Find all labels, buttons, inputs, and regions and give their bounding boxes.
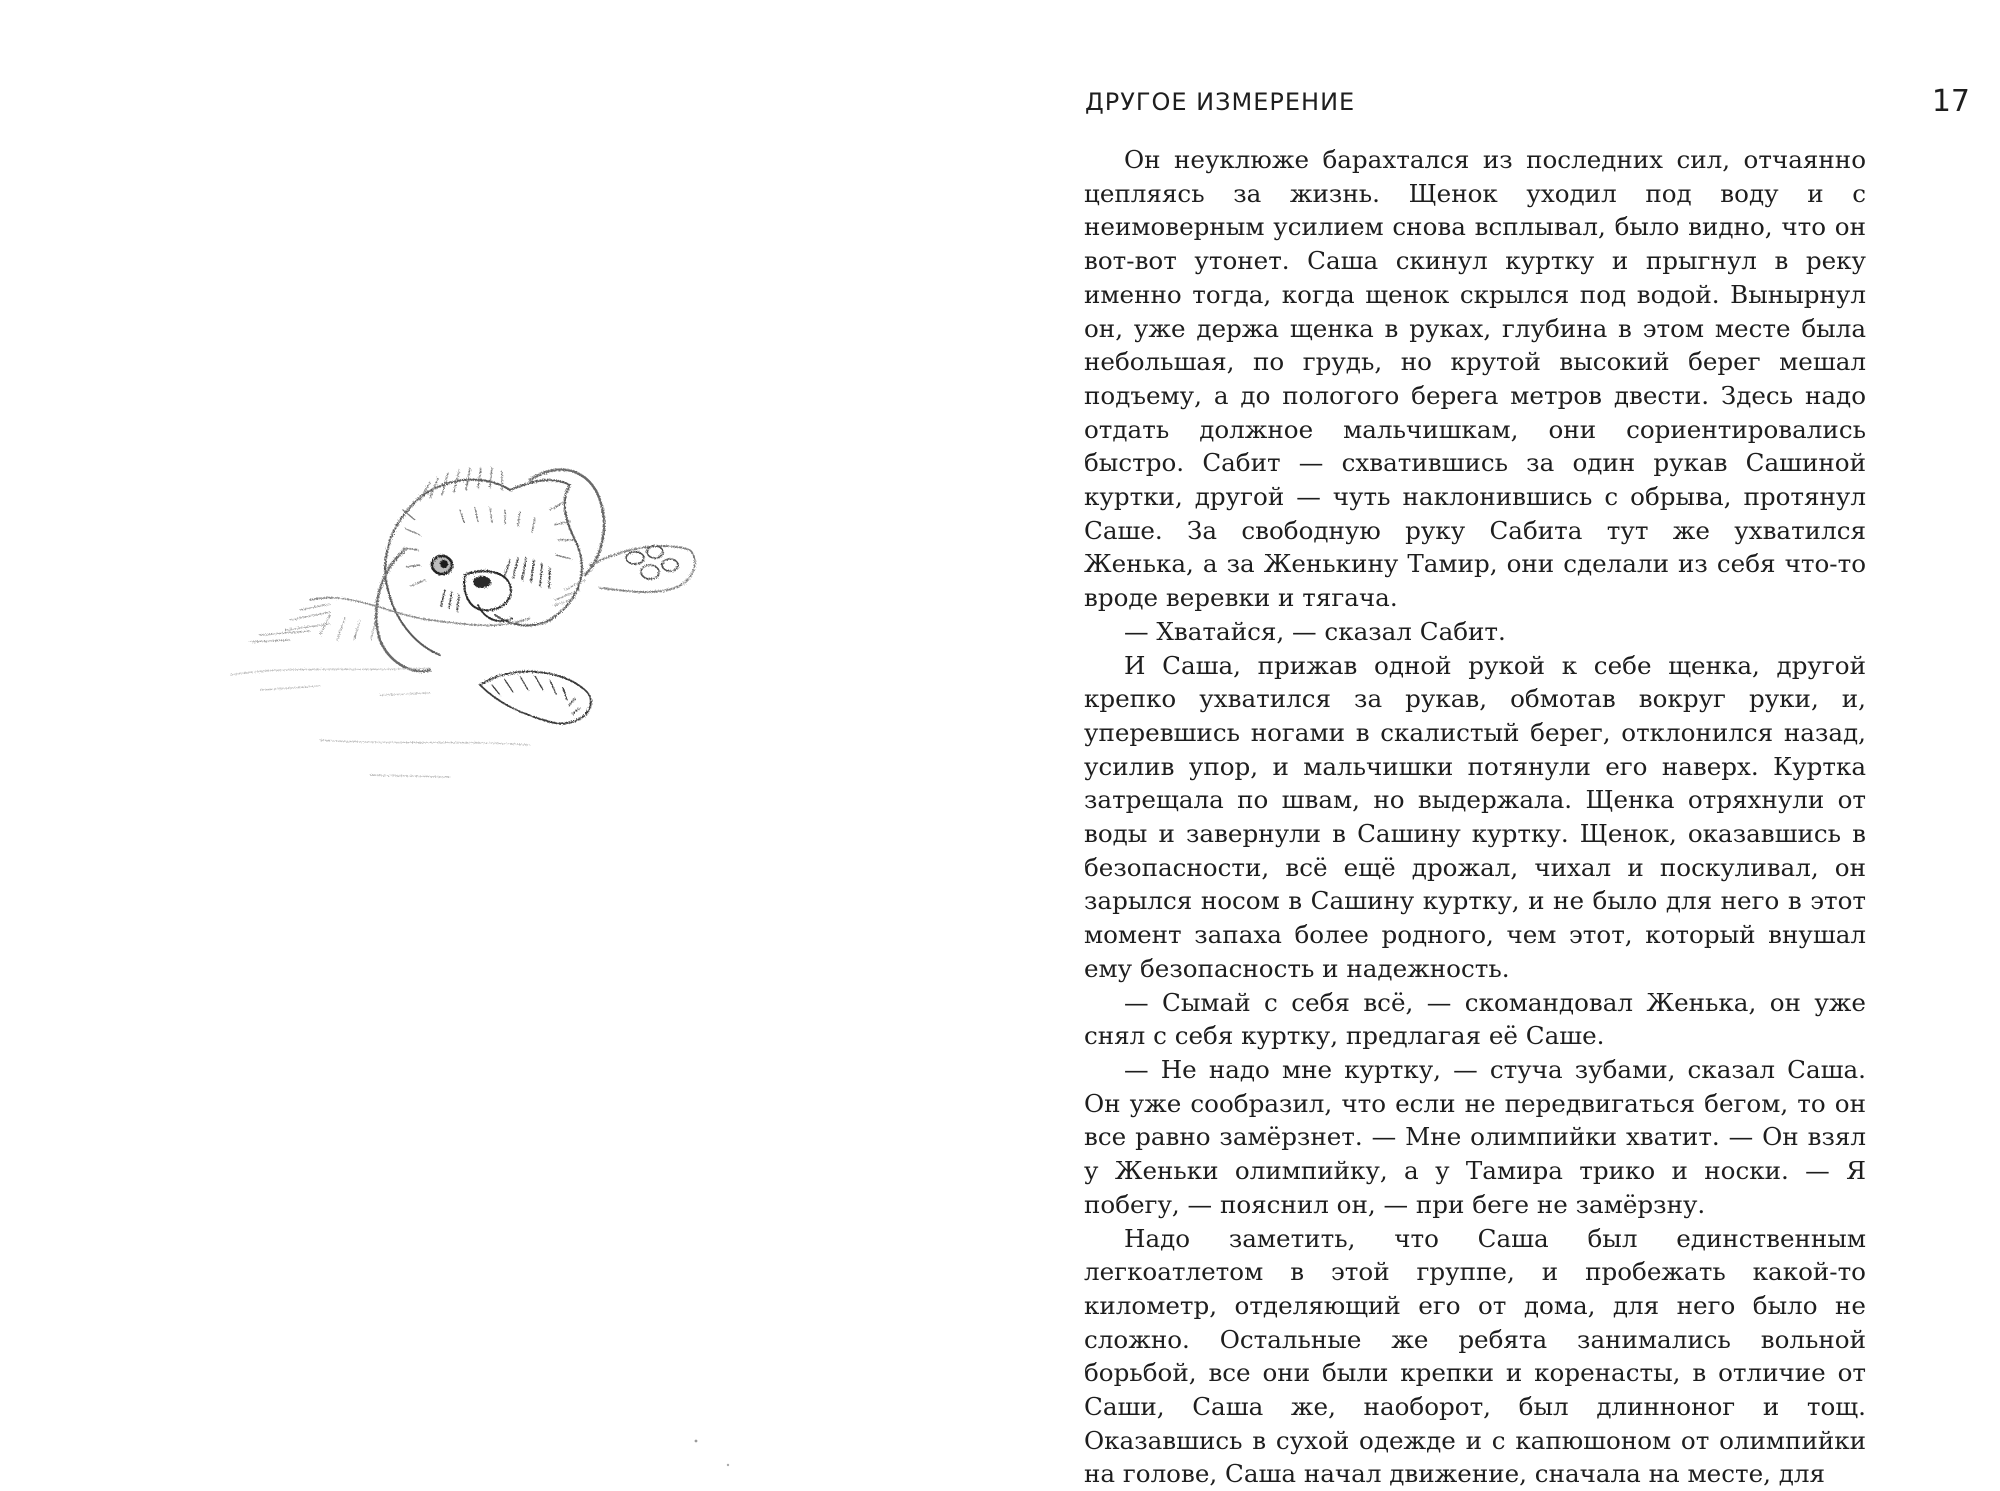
paragraph: Надо заметить, что Саша был единственным легкоатлетом в этой группе, и пробежать какой-то километр, отделяющий его от дома, для него было не сложно. Остальные же ребята занимались вольной борьбой, все они были крепки и коренасты, в отличие от Саши, Саша же, наоборот, был длинноног и тощ. Оказавшись в сухой одежде и с капюшоном от олимпийки на голове, Саша начал движение, сначала на месте, для — [1084, 1222, 1866, 1491]
paragraph: — Сымай с себя всё, — скомандовал Женька, он уже снял с себя куртку, предлагая её Саше. — [1084, 986, 1866, 1053]
paragraph: — Хватайся, — сказал Сабит. — [1084, 615, 1866, 649]
paragraph: Он неуклюже барахтался из последних сил, отчаянно цепляясь за жизнь. Щенок уходил под воду и с неимоверным усилием снова всплывал, было видно, что он вот-вот утонет. Саша скинул куртку и прыгнул в реку именно тогда, когда щенок скрылся под водой. Вынырнул он, уже держа щенка в руках, глубина в этом месте была небольшая, по грудь, но крутой высокий берег мешал подъему, а до пологого берега метров двести. Здесь надо отдать должное мальчишкам, они сориентировались быстро. Сабит — схватившись за один рукав Сашиной куртки, другой — чуть наклонившись с обрыва, протянул Саше. За свободную руку Сабита тут же ухватился Женька, а за Женькину Тамир, они сделали из себя что-то вроде веревки и тягача. — [1084, 143, 1866, 615]
page-speck — [725, 1462, 731, 1468]
right-page — [1000, 0, 2000, 1486]
puppy-illustration — [230, 440, 910, 940]
page-speck — [693, 1438, 699, 1444]
page-number: 17 — [1932, 84, 1970, 119]
body-text — [1084, 143, 1866, 1491]
running-head: ДРУГОЕ ИЗМЕРЕНИЕ — [1085, 88, 1355, 116]
paragraph: — Не надо мне куртку, — стуча зубами, сказал Саша. Он уже сообразил, что если не передвигаться бегом, то он все равно замёрзнет. — Мне олимпийки хватит. — Он взял у Женьки олимпийку, а у Тамира трико и носки. — Я побегу, — пояснил он, — при беге не замёрзну. — [1084, 1053, 1866, 1222]
paragraph: И Саша, прижав одной рукой к себе щенка, другой крепко ухватился за рукав, обмотав вокруг руки, и, уперевшись ногами в скалистый берег, отклонился назад, усилив упор, и мальчишки потянули его наверх. Куртка затрещала по швам, но выдержала. Щенка отряхнули от воды и завернули в Сашину куртку. Щенок, оказавшись в безопасности, всё ещё дрожал, чихал и поскуливал, он зарылся носом в Сашину куртку, и не было для него в этот момент запаха более родного, чем этот, который внушал ему безопасность и надежность. — [1084, 649, 1866, 986]
left-page — [0, 0, 1000, 1486]
